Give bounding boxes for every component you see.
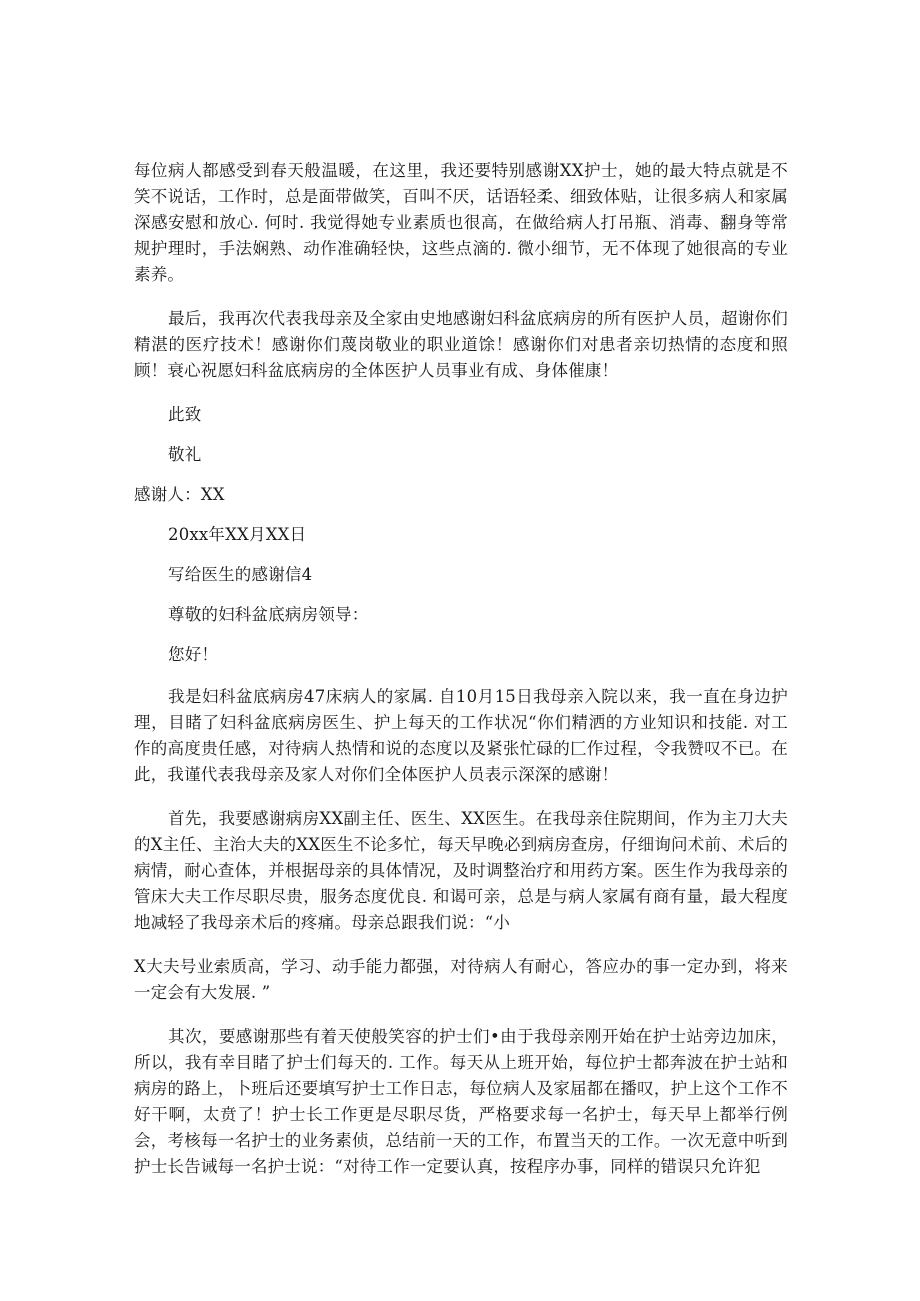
paragraph-closing-thanks: 最后，我再次代表我母亲及全家由史地感谢妇科盆底病房的所有医护人员，超谢你们精湛的医疗技术！感谢你们蔑岗敬业的职业道馀！感谢你们对患者亲切热情的态度和照顾！衰心祝愿妇科盆底病房的全体医护人员事业有成、身体催康！ — [134, 309, 788, 380]
paragraph-thank-doctors: 首先，我要感谢病房XX副主任、医生、XX医生。在我母亲住院期间，作为主刀大夫的X主任、主治大夫的XX医生不论多忙，每天早晚必到病房查房，仔细询问术前、术后的病情，耐心查体，并根据母亲的具体情况，及时调整治疗和用药方案。医生作为我母亲的管床大夫工作尽职尽贵，服务态度优良. 和谒可亲，总是与病人家属有商有量，最大程度地减轻了我母亲术后的疼痛。母亲总跟我们说：“小 — [134, 809, 788, 932]
letter-date: 20xx年XX月XX日 — [168, 525, 307, 544]
letter-greeting: 您好！ — [168, 645, 219, 664]
signature-thanker: 感谢人：XX — [134, 485, 225, 504]
paragraph-introduction: 我是妇科盆底病房47床病人的家属. 自10月15日我母亲入院以来，我一直在身边护理，目睹了妇科盆底病房医生、护上每天的工作状况“你们精洒的方业知识和技能. 对工作的高度贵任感，对待病人热情和说的态度以及紧张忙碌的匚作过程，令我赞叹不已。在此，我谨代表我母亲及家人对你们全体医护人员表示深深的感谢！ — [134, 687, 788, 784]
salutation-cizhi: 此致 — [168, 405, 202, 424]
paragraph-thank-nurses: 其次，要感谢那些有着天使般笑容的护士们•由于我母亲刚开始在护士站旁边加床，所以，我有幸目睹了护士们每天的. 工作。每天从上班开始，每位护士都奔波在护士站和病房的路上，卜班后还要填写护士工作日志，每位病人及家届都在播叹，护上这个工作不好干啊，太贲了！护士长工作更是尽职尽货，严格要求每一名护士，每天早上都举行例会，考核每一名护士的业务素侦，总结前一天的工作，布置当天的工作。一次无意中听到护士长告诫每一名护士说：“对待工作一定要认真，按程序办事，同样的错误只允许犯 — [134, 1027, 788, 1176]
section-title: 写给医生的感谢信4 — [168, 565, 313, 584]
paragraph-doctor-quote: X大夫号业索质高，学习、动手能力都强，对待病人有耐心，答应办的事一定办到，将来一定会有大发展. ” — [134, 957, 788, 1002]
document-page — [134, 158, 788, 1180]
letter-addressee: 尊敬的妇科盆底病房领导： — [168, 605, 369, 624]
salutation-jingli: 敬礼 — [168, 445, 202, 464]
paragraph-nurse-praise: 每位病人都感受到春天般温暖，在这里，我还要特别感谢XX护士，她的最大特点就是不笑不说话，工作时，总是面带做笑，百叫不厌，话语轻柔、细致体贴，让很多病人和家属深感安慰和放心. 何时. 我觉得她专业素质也很高，在做给病人打吊瓶、消毒、翻身等常规护理时，手法娴熟、动作准确轻快，这些点滴的. 微小细节，无不体现了她很高的专业素养。 — [134, 161, 788, 284]
